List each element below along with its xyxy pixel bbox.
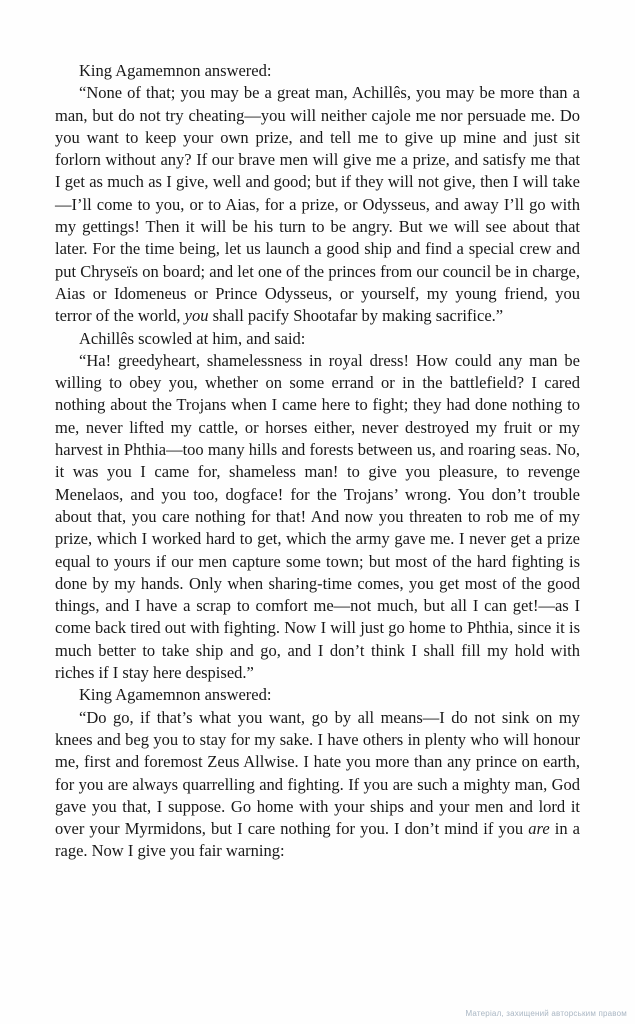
paragraph [55, 707, 580, 863]
paragraph [55, 350, 580, 684]
emphasized-text: you [184, 306, 209, 326]
paragraph [55, 82, 580, 327]
body-text: in a rage. Now I give you fair warning: [55, 819, 580, 861]
emphasized-text: are [528, 819, 550, 839]
page-text [55, 60, 580, 863]
body-text: “None of that; you may be a great man, Achillês, you may be more than a man, but do not try cheating—you will neither cajole me nor persuade me. Do you want to keep your own prize, and tell me to give up mine and just sit forlorn without any? If our brave men will give me a prize, and satisfy me that I get as much as I give, well and good; but if they will not give, then I will take—I’ll come to you, or to Aias, for a prize, or Odysseus, and away I’ll go with my gettings! Then it will be his turn to be angry. But we will see about that later. For the time being, let us launch a good ship and find a special crew and put Chryseïs on board; and let one of the princes from our council be in charge, Aias or Idomeneus or Prince Odysseus, or yourself, my young friend, you terror of the world, [55, 83, 580, 326]
paragraph [55, 684, 580, 706]
body-text: King Agamemnon answered: [79, 61, 272, 80]
body-text: Achillês scowled at him, and said: [79, 328, 306, 348]
paragraph [55, 328, 580, 350]
paragraph [55, 60, 580, 82]
body-text: “Ha! greedyheart, shamelessness in royal dress! How could any man be willing to obey you, whether on some errand or in the battlefield? I cared nothing about the Trojans when I came here to fight; they had done nothing to me, never lifted my cattle, or horses either, never destroyed my fruit or my harvest in Phthia—too many hills and forests between us, and roaring seas. No, it was you I came for, shameless man! to give you pleasure, to revenge Menelaos, and you too, dogface! for the Trojans’ wrong. You don’t trouble about that, you care nothing for that! And now you threaten to rob me of my prize, which I worked hard to get, which the army gave me. I never get a prize equal to yours if our men capture some town; but most of the hard fighting is done by my hands. Only when sharing-time comes, you get most of the good things, and I have a scrap to comfort me—not much, but all I can get!—as I come back tired out with fighting. Now I will just go home to Phthia, since it is much better to take ship and go, and I don’t think I shall fill my hold with riches if I stay here despised.” [55, 350, 580, 683]
copyright-watermark: Матеріал, захищений авторським правом [465, 1009, 627, 1018]
body-text: “Do go, if that’s what you want, go by all means—I do not sink on my knees and beg you to stay for my sake. I have others in plenty who will honour me, first and foremost Zeus Allwise. I hate you more than any prince on earth, for you are always quarrelling and fighting. If you are such a mighty man, God gave you that, I suppose. Go home with your ships and your men and lord it over your Myrmidons, but I care nothing for you. I don’t mind if you [55, 707, 580, 839]
body-text: King Agamemnon answered: [79, 685, 272, 705]
body-text: shall pacify Shootafar by making sacrifice.” [208, 306, 504, 326]
